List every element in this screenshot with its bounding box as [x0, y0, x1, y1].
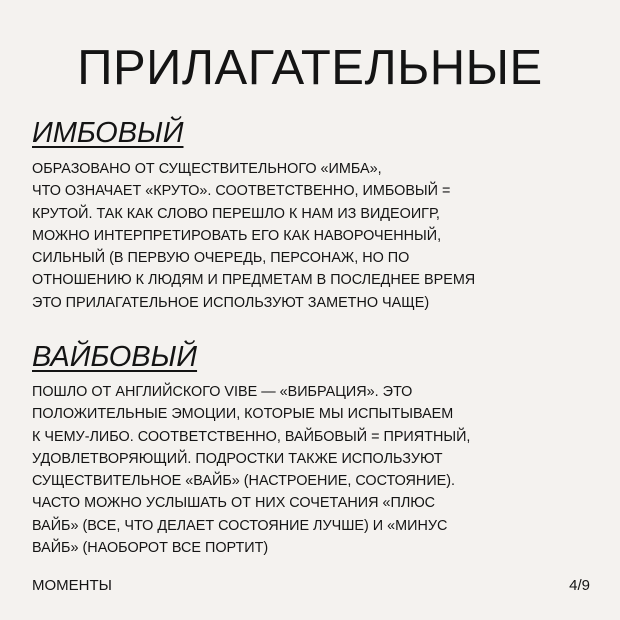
body-line: ВАЙБ» (НАОБОРОТ ВСЕ ПОРТИТ)	[32, 540, 269, 557]
body-line: ОБРАЗОВАНО ОТ СУЩЕСТВИТЕЛЬНОГО «ИМБА»,	[32, 161, 382, 177]
body-line: К ЧЕМУ-ЛИБО. СООТВЕТСТВЕННО, ВАЙБОВЫЙ = ПРИЯТНЫЙ,	[32, 428, 471, 445]
body-line: СИЛЬНЫЙ (В ПЕРВУЮ ОЧЕРЕДЬ, ПЕРСОНАЖ, НО ПО	[32, 250, 410, 267]
body-line: ОТНОШЕНИЮ К ЛЮДЯМ И ПРЕДМЕТАМ В ПОСЛЕДНЕЕ ВРЕМЯ	[32, 272, 476, 289]
body-line: ЧТО ОЗНАЧАЕТ «КРУТО». СООТВЕТСТВЕННО, ИМБОВЫЙ =	[32, 183, 451, 200]
body-line: МОЖНО ИНТЕРПРЕТИРОВАТЬ ЕГО КАК НАВОРОЧЕННЫЙ,	[32, 227, 442, 244]
body-line: УДОВЛЕТВОРЯЮЩИЙ. ПОДРОСТКИ ТАКЖЕ ИСПОЛЬЗУЮТ	[32, 450, 443, 467]
section-heading-vaibovyi: ВАЙБОВЫЙ	[32, 341, 198, 373]
page-counter: 4/9	[569, 577, 590, 594]
page-title: ПРИЛАГАТЕЛЬНЫЕ	[77, 41, 543, 95]
body-line: КРУТОЙ. ТАК КАК СЛОВО ПЕРЕШЛО К НАМ ИЗ ВИДЕОИГР,	[32, 205, 440, 222]
section-body-vaibovyi	[32, 381, 607, 559]
section-body-imbovyi	[32, 158, 607, 314]
body-line: СУЩЕСТВИТЕЛЬНОЕ «ВАЙБ» (НАСТРОЕНИЕ, СОСТОЯНИЕ).	[32, 473, 456, 490]
body-line: ПОЛОЖИТЕЛЬНЫЕ ЭМОЦИИ, КОТОРЫЕ МЫ ИСПЫТЫВАЕМ	[32, 406, 454, 423]
body-line: ВАЙБ» (ВСЕ, ЧТО ДЕЛАЕТ СОСТОЯНИЕ ЛУЧШЕ) И «МИНУС	[32, 517, 448, 534]
body-line: ЧАСТО МОЖНО УСЛЫШАТЬ ОТ НИХ СОЧЕТАНИЯ «ПЛЮС	[32, 495, 436, 512]
footer-brand: МОМЕНТЫ	[32, 577, 112, 594]
body-line: ЭТО ПРИЛАГАТЕЛЬНОЕ ИСПОЛЬЗУЮТ ЗАМЕТНО ЧАЩЕ)	[32, 294, 430, 311]
body-line: ПОШЛО ОТ АНГЛИЙСКОГО VIBE — «ВИБРАЦИЯ». ЭТО	[32, 384, 413, 400]
section-heading-imbovyi: ИМБОВЫЙ	[32, 117, 184, 149]
